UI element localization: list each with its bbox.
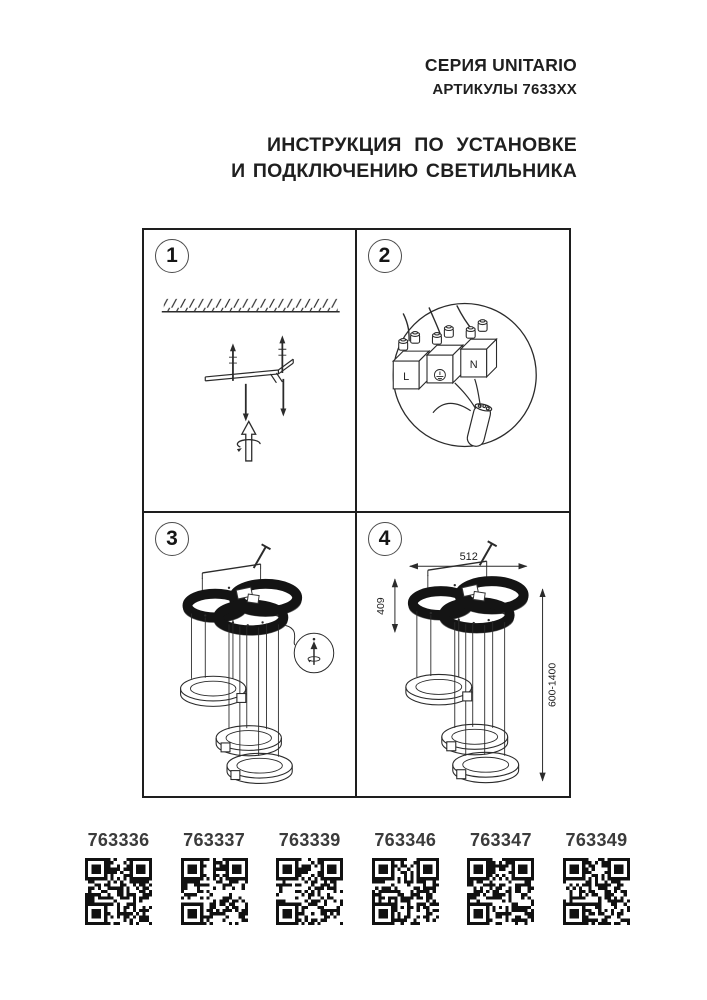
article-number: 763339	[278, 830, 341, 850]
terminal-label-neutral: N	[469, 359, 478, 372]
article-number: 763346	[374, 830, 437, 850]
qr-code	[181, 858, 248, 925]
terminal-label-live: L	[402, 370, 409, 383]
qr-item	[181, 830, 248, 925]
screw-detail-callout	[285, 625, 333, 672]
ceiling-hatch	[162, 299, 340, 312]
qr-code	[563, 858, 630, 925]
instruction-steps-grid	[142, 228, 571, 798]
qr-code	[372, 858, 439, 925]
article-number: 763336	[87, 830, 150, 850]
step-number: 2	[378, 244, 391, 267]
step-number: 4	[378, 527, 391, 550]
qr-code	[467, 858, 534, 925]
qr-item	[372, 830, 439, 925]
title-line-1: ИНСТРУКЦИЯ ПО УСТАНОВКЕ	[266, 134, 577, 156]
qr-item	[563, 830, 630, 925]
step-panel-2	[357, 230, 570, 513]
qr-item	[85, 830, 152, 925]
qr-code	[276, 858, 343, 925]
mounting-bracket	[205, 335, 293, 421]
step-panel-3	[144, 513, 357, 796]
step-3-badge	[155, 522, 189, 556]
step-2-badge	[368, 239, 402, 273]
articles-subtitle: АРТИКУЛЫ 7633XX	[432, 81, 577, 98]
dimension-canopy-label: 409	[375, 597, 387, 615]
supply-cable	[432, 379, 491, 448]
series-title: СЕРИЯ UNITARIO	[424, 55, 577, 75]
terminal-live	[393, 351, 429, 389]
article-number: 763337	[183, 830, 246, 850]
qr-codes-row	[85, 830, 630, 925]
document-title	[231, 132, 577, 184]
article-number: 763349	[565, 830, 628, 850]
dimension-width-label: 512	[459, 551, 478, 564]
step-panel-4	[357, 513, 570, 796]
step-panel-1	[144, 230, 357, 513]
article-number: 763347	[469, 830, 532, 850]
step-number: 3	[166, 527, 178, 550]
qr-item	[467, 830, 534, 925]
qr-code	[85, 858, 152, 925]
step-4-badge	[368, 522, 402, 556]
qr-item	[276, 830, 343, 925]
dimension-suspension-label: 600-1400	[547, 662, 559, 708]
rotate-up-arrow-icon	[237, 421, 260, 461]
step-1-badge	[155, 239, 189, 273]
step-number: 1	[166, 244, 178, 267]
terminal-neutral	[460, 339, 496, 377]
document-header	[425, 55, 577, 98]
title-line-2: И ПОДКЛЮЧЕНИЮ СВЕТИЛЬНИКА	[231, 160, 577, 182]
